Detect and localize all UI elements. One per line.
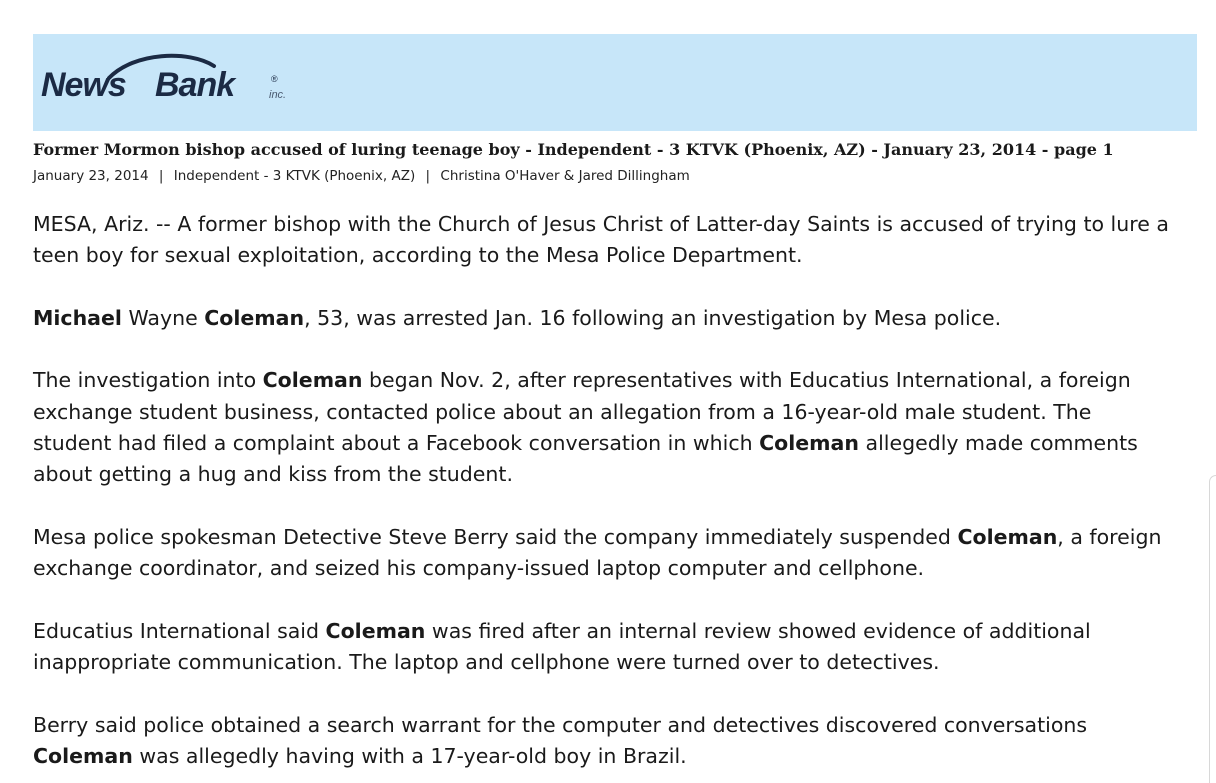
highlight-term: Coleman	[33, 744, 133, 769]
meta-separator: |	[425, 168, 431, 184]
highlight-term: Coleman	[262, 368, 363, 393]
article-paragraph: Michael Wayne Coleman, 53, was arrested Jan. 16 following an investigation by Mesa police.	[33, 305, 1002, 330]
article-body	[33, 209, 1201, 783]
newsbank-logo-graphic	[39, 48, 301, 108]
newsbank-logo[interactable]	[39, 48, 301, 108]
article-paragraph: MESA, Ariz. -- A former bishop with the Church of Jesus Christ of Latter-day Saints is accused of trying to lure a teen boy for sexual exploitation, according to the Mesa Police Department.	[33, 212, 1169, 268]
header-banner	[33, 34, 1197, 131]
article-source: Independent - 3 KTVK (Phoenix, AZ)	[173, 168, 416, 184]
article-date: January 23, 2014	[33, 168, 149, 184]
meta-separator: |	[158, 168, 164, 184]
side-panel-edge[interactable]	[1209, 475, 1216, 783]
highlight-term: Coleman	[759, 431, 859, 456]
logo-text-news: News	[41, 66, 126, 104]
highlight-term: Coleman	[957, 524, 1058, 549]
highlight-term: Coleman	[325, 618, 426, 643]
article-authors: Christina O'Haver & Jared Dillingham	[440, 168, 690, 184]
article-paragraph: Mesa police spokesman Detective Steve Berry said the company immediately suspended Coleman, a foreign exchange coordinator, and seized his company-issued laptop computer and cellphone.	[33, 524, 1162, 581]
highlight-term: Coleman	[204, 305, 305, 330]
article-paragraph: The investigation into Coleman began Nov. 2, after representatives with Educatius International, a foreign exchange student business, contacted police about an allegation from a 16-year-old male student. The student had filed a complaint about a Facebook conversation in which Coleman allegedly made comments about getting a hug and kiss from the student.	[33, 368, 1138, 487]
logo-text-bank: Bank	[155, 66, 235, 104]
logo-suffix: inc.	[269, 89, 287, 101]
logo-registered: ®	[271, 74, 278, 84]
article-paragraph: Berry said police obtained a search warrant for the computer and detectives discovered conversations Coleman was allegedly having with a 17-year-old boy in Brazil.	[33, 712, 1088, 769]
article-paragraph: Educatius International said Coleman was fired after an internal review showed evidence of additional inappropriate communication. The laptop and cellphone were turned over to detectives.	[33, 618, 1091, 675]
article-meta	[33, 166, 1197, 186]
highlight-term: Michael	[33, 305, 122, 330]
article-title: Former Mormon bishop accused of luring teenage boy - Independent - 3 KTVK (Phoenix, AZ) - January 23, 2014 - page 1	[33, 140, 1114, 159]
